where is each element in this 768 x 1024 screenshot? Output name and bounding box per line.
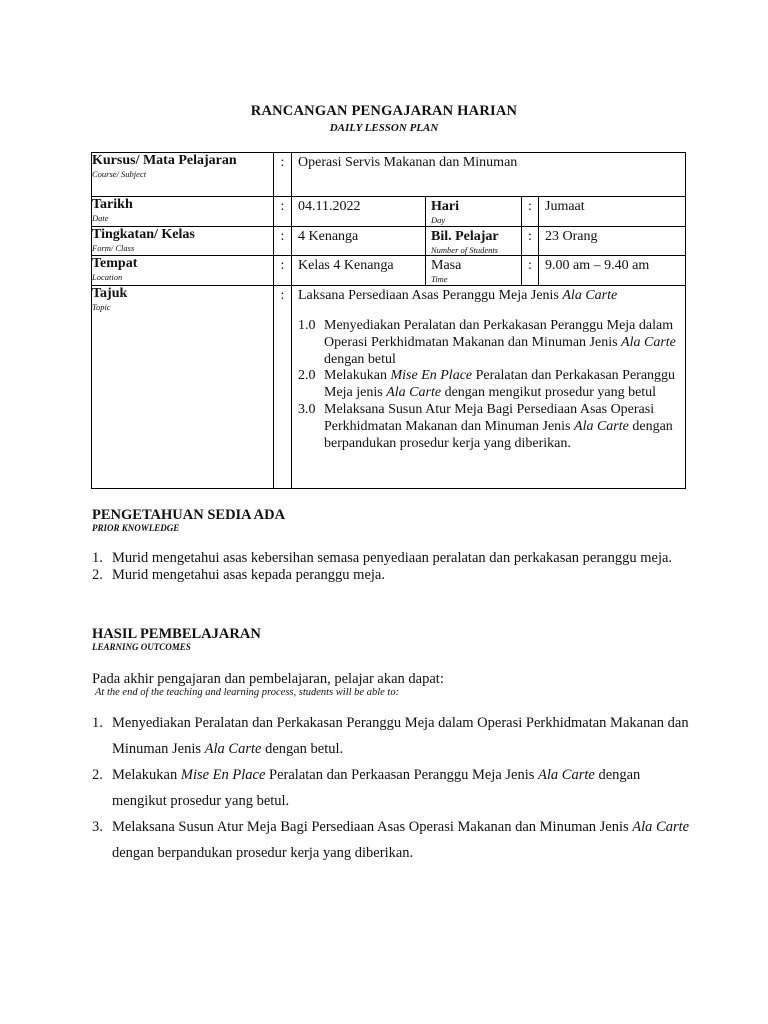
form-label-cell: [92, 227, 274, 256]
objective-text: Menyediakan Peralatan dan Perkakasan Peranggu Meja dalam Operasi Perkhidmatan Makanan dan Minuman Jenis: [324, 318, 674, 350]
course-value: Operasi Servis Makanan dan Minuman: [292, 153, 686, 197]
colon: :: [522, 256, 539, 286]
objective-text: Peralatan dan Perkakasan Peranggu Meja jenis: [324, 368, 676, 401]
objectives-list: [298, 318, 679, 452]
objective-text: Melaksana Susun Atur Meja Bagi Persediaan Asas Operasi Perkhidmatan Makanan dan Minuman Jenis: [324, 401, 655, 434]
place-label-cell: [92, 256, 274, 286]
objective-text-italic: Ala Carte: [386, 385, 442, 401]
day-label-cell: [426, 197, 522, 227]
row-date-day: [92, 197, 686, 227]
place-value: Kelas 4 Kenanga: [292, 256, 426, 286]
colon: :: [274, 197, 292, 227]
prior-knowledge-list: [92, 550, 692, 584]
objective-number: 3.0: [298, 401, 316, 417]
learning-outcome-item: [92, 710, 692, 762]
objective-text: Melakukan: [324, 368, 391, 384]
list-text-italic: Ala Carte: [204, 741, 262, 757]
students-label-cell: [426, 227, 522, 256]
objective-text-italic: Ala Carte: [574, 418, 629, 434]
list-text-italic: Ala Carte: [632, 819, 690, 835]
topic-text-italic: Ala Carte: [562, 288, 618, 303]
outcomes-intro-english: At the end of the teaching and learning process, students will be able to:: [95, 687, 400, 698]
colon: :: [274, 256, 292, 286]
objective-number: 2.0: [298, 368, 316, 384]
list-number: 1.: [92, 715, 103, 731]
objective-text: dengan berpandukan prosedur kerja yang diberikan.: [324, 418, 673, 451]
day-sublabel: Day: [431, 215, 446, 225]
objective-text: dengan mengikut prosedur yang betul: [441, 385, 657, 401]
time-label-cell: [426, 256, 522, 286]
list-text: dengan berpandukan prosedur kerja yang diberikan.: [112, 845, 414, 861]
students-sublabel: Number of Students: [431, 245, 499, 255]
colon: :: [274, 286, 292, 489]
topic-value: [298, 288, 679, 304]
place-label: Tempat: [92, 256, 138, 271]
row-place-time: [92, 256, 686, 286]
time-label: Masa: [431, 258, 462, 273]
learning-outcomes-subheading: LEARNING OUTCOMES: [92, 642, 191, 652]
list-text: Melakukan: [112, 767, 181, 783]
list-text: Peralatan dan Perkaasan Peranggu Meja Jenis: [265, 767, 539, 783]
list-text: dengan mengikut prosedur yang betul.: [112, 767, 641, 809]
objective-item: [298, 318, 679, 368]
prior-knowledge-item: [92, 567, 692, 584]
objective-number: 1.0: [298, 318, 316, 333]
topic-label-cell: [92, 286, 274, 489]
form-label: Tingkatan/ Kelas: [92, 227, 195, 242]
learning-outcome-item: [92, 762, 692, 814]
topic-cell: [292, 286, 686, 489]
colon: :: [274, 153, 292, 197]
list-text-italic: Ala Carte: [538, 767, 595, 783]
prior-knowledge-heading: PENGETAHUAN SEDIA ADA: [92, 507, 286, 523]
list-text: Menyediakan Peralatan dan Perkakasan Peranggu Meja dalam Operasi Perkhidmatan Makanan dan Minuman Jenis: [112, 715, 689, 757]
place-sublabel: Location: [92, 272, 123, 282]
row-course: [92, 153, 686, 197]
list-number: 2.: [92, 767, 103, 783]
form-value: 4 Kenanga: [292, 227, 426, 256]
objective-text-italic: Mise En Place: [390, 368, 473, 384]
learning-outcomes-heading: HASIL PEMBELAJARAN: [92, 626, 261, 642]
row-form-students: [92, 227, 686, 256]
day-label: Hari: [431, 199, 459, 214]
students-value: 23 Orang: [539, 227, 686, 256]
date-label-cell: [92, 197, 274, 227]
prior-knowledge-subheading: PRIOR KNOWLEDGE: [92, 523, 180, 533]
objective-item: [298, 368, 679, 402]
list-text: dengan betul.: [261, 741, 344, 757]
topic-sublabel: Topic: [92, 302, 111, 312]
students-label: Bil. Pelajar: [431, 229, 499, 244]
topic-text: Laksana Persediaan Asas Peranggu Meja Jenis: [298, 288, 563, 303]
objective-text: dengan betul: [324, 351, 396, 367]
prior-knowledge-item: [92, 550, 692, 567]
time-value: 9.00 am – 9.40 am: [539, 256, 686, 286]
form-sublabel: Form/ Class: [92, 243, 135, 253]
list-text: Melaksana Susun Atur Meja Bagi Persediaan Asas Operasi Makanan dan Minuman Jenis: [112, 819, 633, 835]
list-number: 2.: [92, 567, 103, 583]
list-text: Murid mengetahui asas kebersihan semasa penyediaan peralatan dan perkakasan peranggu meja.: [112, 550, 673, 566]
colon: :: [522, 197, 539, 227]
date-value: 04.11.2022: [292, 197, 426, 227]
list-number: 3.: [92, 819, 103, 835]
topic-label: Tajuk: [92, 286, 128, 301]
colon: :: [274, 227, 292, 256]
day-value: Jumaat: [539, 197, 686, 227]
document-subtitle: DAILY LESSON PLAN: [329, 122, 439, 134]
date-sublabel: Date: [92, 213, 109, 223]
course-label-cell: [92, 153, 274, 197]
time-sublabel: Time: [431, 274, 448, 284]
document-title: RANCANGAN PENGAJARAN HARIAN: [250, 103, 518, 119]
list-number: 1.: [92, 550, 103, 566]
date-label: Tarikh: [92, 197, 133, 212]
learning-outcome-item: [92, 814, 692, 866]
course-sublabel: Course/ Subject: [92, 169, 147, 179]
outcomes-intro: Pada akhir pengajaran dan pembelajaran, pelajar akan dapat:: [92, 671, 444, 687]
course-label: Kursus/ Mata Pelajaran: [92, 153, 237, 168]
list-text: Murid mengetahui asas kepada peranggu meja.: [112, 567, 385, 583]
learning-outcomes-list: [92, 710, 692, 866]
colon: :: [522, 227, 539, 256]
lesson-info-table: [91, 152, 686, 489]
objective-item: [298, 402, 679, 452]
list-text-italic: Mise En Place: [180, 767, 266, 783]
row-topic: [92, 286, 686, 489]
objective-text-italic: Ala Carte: [621, 334, 676, 350]
